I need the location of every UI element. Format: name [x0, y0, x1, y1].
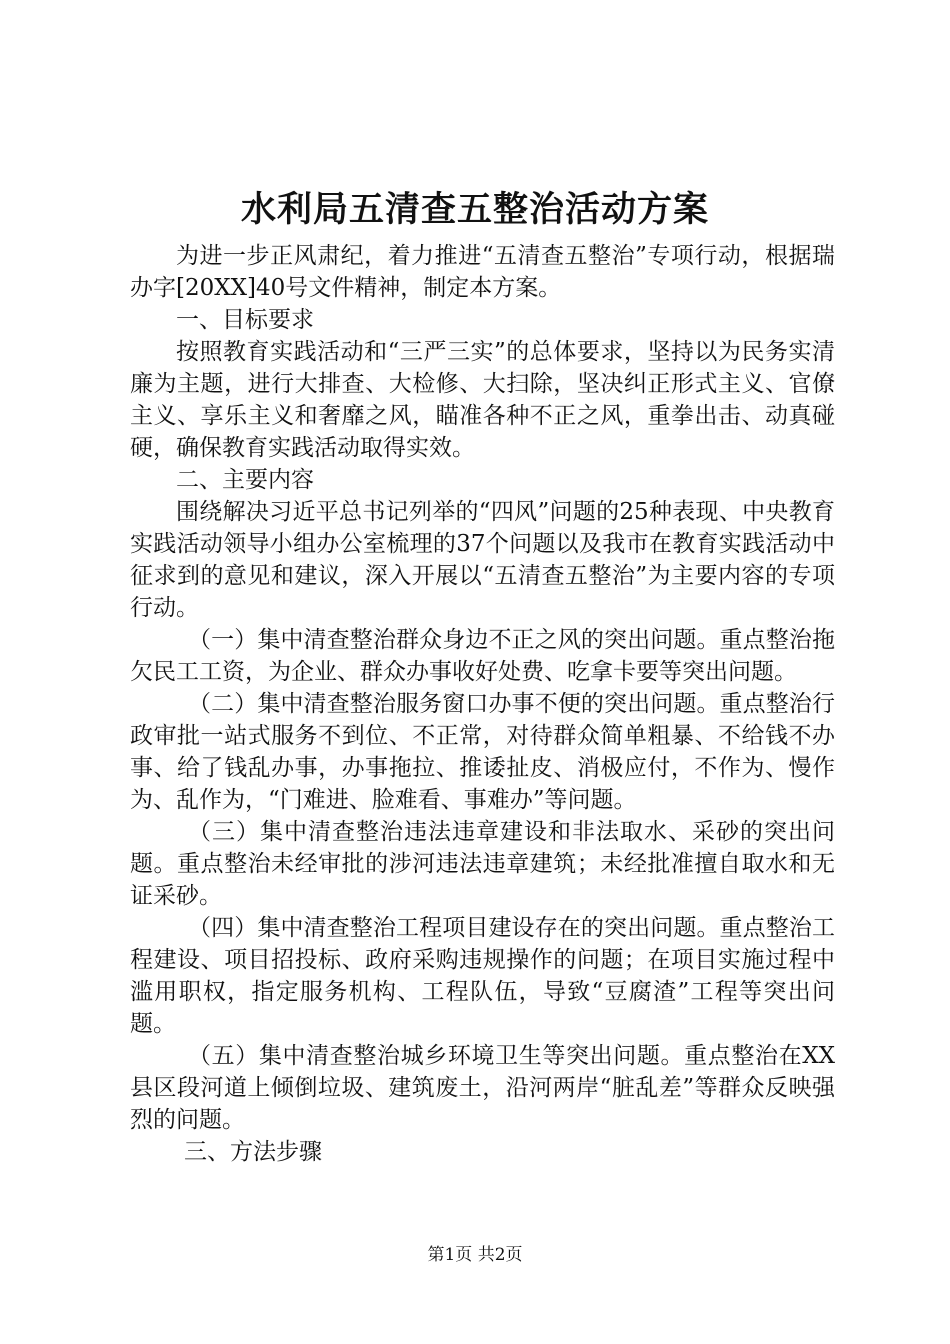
document-body [130, 208, 835, 1168]
section-heading-2: 二、主要内容 [176, 467, 314, 493]
item-2: （二）集中清查整治服务窗口办事不便的突出问题。重点整治行政审批一站式服务不到位、不正常，对待群众简单粗暴、不给钱不办事、给了钱乱办事，办事拖拉、推诿扯皮、消极应付，不作为、慢作为、乱作为，“门难进、脸难看、事难办”等问题。 [130, 691, 835, 813]
item-5: （五）集中清查整治城乡环境卫生等突出问题。重点整治在XX县区段河道上倾倒垃圾、建筑废土，沿河两岸“脏乱差”等群众反映强烈的问题。 [130, 1043, 835, 1133]
item-3: （三）集中清查整治违法违章建设和非法取水、采砂的突出问题。重点整治未经审批的涉河违法违章建筑；未经批准擅自取水和无证采砂。 [130, 819, 835, 909]
document-title: 水利局五清查五整治活动方案 [240, 189, 709, 230]
item-1: （一）集中清查整治群众身边不正之风的突出问题。重点整治拖欠民工工资，为企业、群众办事收好处费、吃拿卡要等突出问题。 [130, 627, 835, 685]
intro-paragraph: 为进一步正风肃纪，着力推进“五清查五整治”专项行动，根据瑞办字[20XX]40号文件精神，制定本方案。 [130, 243, 835, 301]
paragraph-goals: 按照教育实践活动和“三严三实”的总体要求，坚持以为民务实清廉为主题，进行大排查、大检修、大扫除，坚决纠正形式主义、官僚主义、享乐主义和奢靡之风，瞄准各种不正之风，重拳出击、动真碰硬，确保教育实践活动取得实效。 [130, 339, 835, 461]
page-number: 第1页 共2页 [427, 1245, 523, 1265]
paragraph-content: 围绕解决习近平总书记列举的“四风”问题的25种表现、中央教育实践活动领导小组办公室梳理的37个问题以及我市在教育实践活动中征求到的意见和建议，深入开展以“五清查五整治”为主要内容的专项行动。 [130, 499, 835, 621]
title-gap [130, 208, 835, 240]
section-heading-3: 三、方法步骤 [184, 1139, 322, 1165]
item-4: （四）集中清查整治工程项目建设存在的突出问题。重点整治工程建设、项目招投标、政府采购违规操作的问题；在项目实施过程中滥用职权，指定服务机构、工程队伍，导致“豆腐渣”工程等突出问题。 [130, 915, 835, 1037]
section-heading-1: 一、目标要求 [176, 307, 314, 333]
